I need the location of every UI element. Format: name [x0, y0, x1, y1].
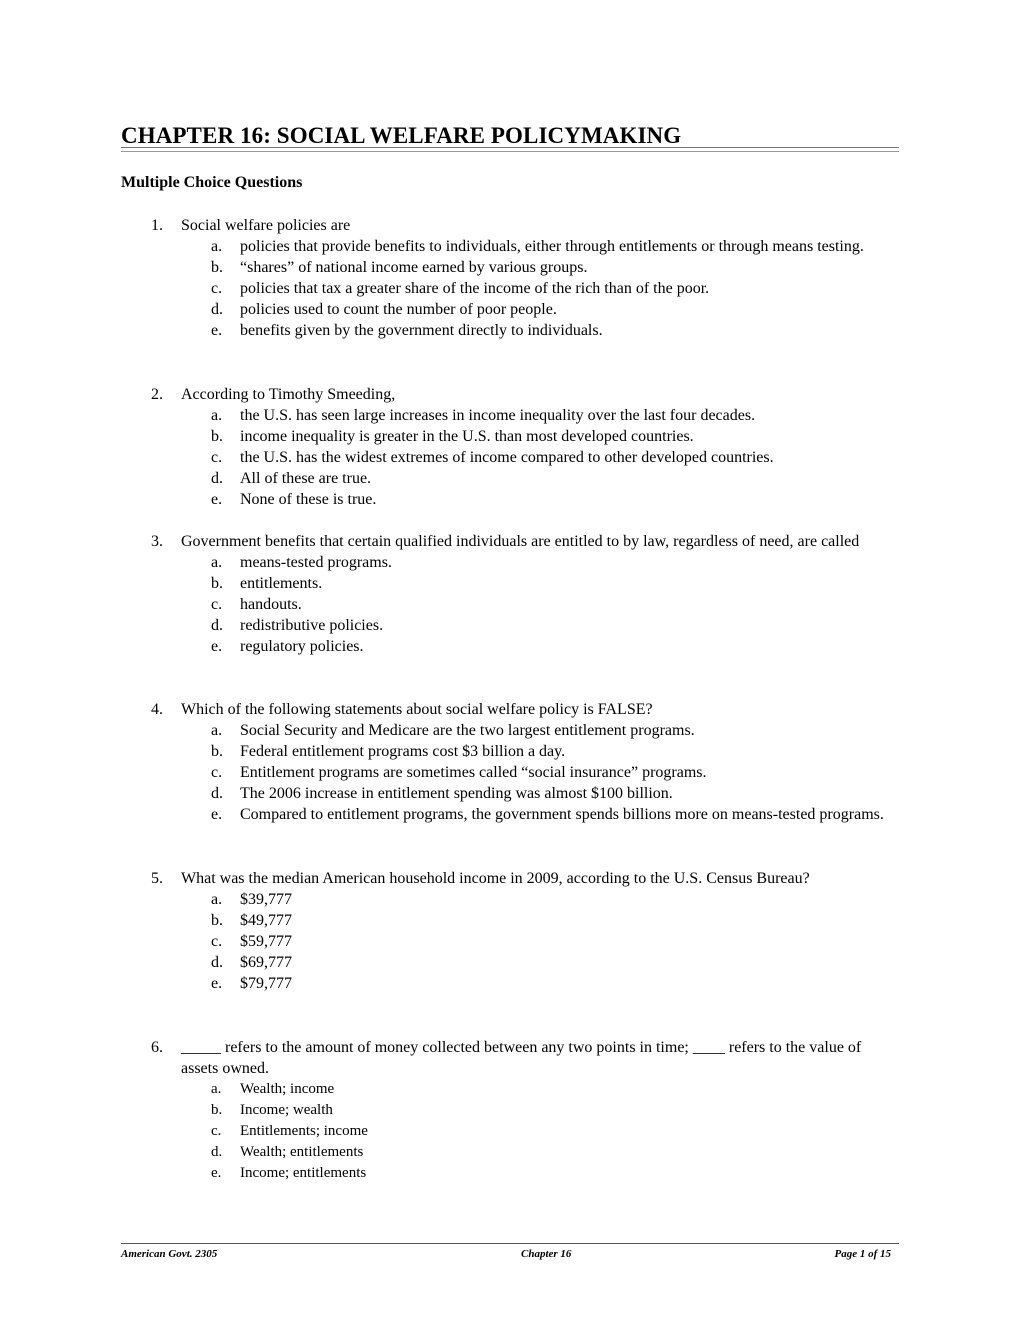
- option-letter: c.: [211, 1123, 222, 1139]
- option-text: “shares” of national income earned by various groups.: [240, 259, 588, 276]
- answer-options: [121, 236, 899, 341]
- option-letter: d.: [211, 301, 223, 318]
- question-4: [121, 699, 899, 825]
- option-letter: c.: [211, 280, 223, 297]
- question-stem: [121, 531, 899, 552]
- option-text: policies used to count the number of poor people.: [240, 301, 557, 318]
- option-text: handouts.: [240, 596, 302, 613]
- question-stem: [121, 868, 899, 889]
- option-text: means-tested programs.: [240, 554, 392, 571]
- option-text: $39,777: [240, 891, 292, 908]
- answer-option: [121, 299, 899, 320]
- option-text: $79,777: [240, 975, 292, 992]
- answer-option: [121, 952, 899, 973]
- page-footer: [121, 1247, 899, 1263]
- chapter-title: CHAPTER 16: SOCIAL WELFARE POLICYMAKING: [121, 123, 682, 148]
- answer-option: [121, 1100, 899, 1121]
- option-letter: d.: [211, 785, 223, 802]
- answer-option: [121, 426, 899, 447]
- question-stem: [121, 384, 899, 405]
- option-letter: e.: [211, 806, 223, 823]
- answer-option: [121, 931, 899, 952]
- option-letter: c.: [211, 764, 223, 781]
- option-text: regulatory policies.: [240, 638, 364, 655]
- option-letter: e.: [211, 491, 223, 508]
- option-text: $49,777: [240, 912, 292, 929]
- question-stem: [121, 1037, 899, 1079]
- answer-option: [121, 1142, 899, 1163]
- option-letter: d.: [211, 1144, 223, 1160]
- option-letter: b.: [211, 743, 223, 760]
- option-letter: e.: [211, 1165, 222, 1181]
- option-letter: d.: [211, 954, 223, 971]
- option-text: Compared to entitlement programs, the government spends billions more on means-tested programs.: [240, 806, 884, 823]
- option-letter: b.: [211, 912, 223, 929]
- option-text: Entitlement programs are sometimes called “social insurance” programs.: [240, 764, 707, 781]
- option-letter: b.: [211, 1102, 223, 1118]
- footer-page-number: Page 1 of 15: [834, 1248, 891, 1260]
- option-text: Income; entitlements: [240, 1165, 367, 1181]
- answer-option: [121, 636, 899, 657]
- option-text: the U.S. has seen large increases in income inequality over the last four decades.: [240, 407, 756, 424]
- answer-option: [121, 783, 899, 804]
- option-text: entitlements.: [240, 575, 323, 592]
- option-letter: b.: [211, 428, 223, 445]
- answer-option: [121, 573, 899, 594]
- answer-option: [121, 615, 899, 636]
- answer-option: [121, 720, 899, 741]
- answer-options: [121, 405, 899, 510]
- answer-option: [121, 889, 899, 910]
- title-underline: [121, 147, 899, 152]
- option-letter: a.: [211, 238, 223, 255]
- answer-option: [121, 804, 899, 825]
- option-text: Wealth; income: [240, 1081, 335, 1097]
- question-number: 1.: [151, 217, 163, 234]
- answer-option: [121, 489, 899, 510]
- question-6: [121, 1037, 899, 1184]
- answer-option: [121, 594, 899, 615]
- option-text: policies that provide benefits to individuals, either through entitlements or through means testing.: [240, 238, 864, 255]
- question-number: 4.: [151, 701, 163, 718]
- answer-options: [121, 552, 899, 657]
- section-heading: Multiple Choice Questions: [121, 174, 303, 191]
- question-1: [121, 215, 899, 341]
- option-text: All of these are true.: [240, 470, 372, 487]
- question-text: According to Timothy Smeeding,: [181, 386, 396, 403]
- option-letter: e.: [211, 975, 223, 992]
- question-stem: [121, 699, 899, 720]
- answer-options: [121, 720, 899, 825]
- option-text: Entitlements; income: [240, 1123, 368, 1139]
- answer-option: [121, 278, 899, 299]
- option-letter: d.: [211, 617, 223, 634]
- question-text: Government benefits that certain qualified individuals are entitled to by law, regardless of need, are called: [181, 533, 860, 550]
- answer-option: [121, 910, 899, 931]
- option-text: income inequality is greater in the U.S. than most developed countries.: [240, 428, 694, 445]
- question-stem: [121, 215, 899, 236]
- question-number: 2.: [151, 386, 163, 403]
- question-text: Which of the following statements about social welfare policy is FALSE?: [181, 701, 653, 718]
- option-letter: e.: [211, 322, 223, 339]
- option-text: $59,777: [240, 933, 292, 950]
- option-letter: d.: [211, 470, 223, 487]
- option-letter: a.: [211, 1081, 222, 1097]
- question-number: 6.: [151, 1039, 163, 1056]
- option-text: The 2006 increase in entitlement spending was almost $100 billion.: [240, 785, 673, 802]
- option-letter: a.: [211, 722, 223, 739]
- answer-option: [121, 320, 899, 341]
- footer-divider: [121, 1243, 899, 1244]
- option-letter: a.: [211, 891, 223, 908]
- footer-course: American Govt. 2305: [121, 1248, 218, 1260]
- answer-option: [121, 1079, 899, 1100]
- question-3: [121, 531, 899, 657]
- question-text: _____ refers to the amount of money collected between any two points in time; ____ refers to the value of assets owned.: [181, 1039, 862, 1077]
- option-text: Wealth; entitlements: [240, 1144, 364, 1160]
- question-number: 5.: [151, 870, 163, 887]
- option-text: Income; wealth: [240, 1102, 333, 1118]
- question-5: [121, 868, 899, 994]
- option-text: None of these is true.: [240, 491, 377, 508]
- option-letter: a.: [211, 407, 223, 424]
- option-letter: c.: [211, 596, 223, 613]
- answer-option: [121, 468, 899, 489]
- option-letter: a.: [211, 554, 223, 571]
- option-text: Federal entitlement programs cost $3 billion a day.: [240, 743, 566, 760]
- answer-option: [121, 741, 899, 762]
- option-text: $69,777: [240, 954, 292, 971]
- option-letter: b.: [211, 575, 223, 592]
- answer-option: [121, 236, 899, 257]
- option-text: the U.S. has the widest extremes of income compared to other developed countries.: [240, 449, 774, 466]
- option-text: policies that tax a greater share of the income of the rich than of the poor.: [240, 280, 710, 297]
- answer-options: [121, 1079, 899, 1184]
- answer-option: [121, 257, 899, 278]
- answer-option: [121, 552, 899, 573]
- option-letter: e.: [211, 638, 223, 655]
- question-2: [121, 384, 899, 510]
- question-text: What was the median American household income in 2009, according to the U.S. Census Bureau?: [181, 870, 810, 887]
- answer-option: [121, 1121, 899, 1142]
- answer-options: [121, 889, 899, 994]
- option-letter: c.: [211, 449, 223, 466]
- footer-chapter: Chapter 16: [521, 1248, 572, 1260]
- option-text: redistributive policies.: [240, 617, 384, 634]
- answer-option: [121, 973, 899, 994]
- answer-option: [121, 447, 899, 468]
- option-letter: b.: [211, 259, 223, 276]
- answer-option: [121, 405, 899, 426]
- answer-option: [121, 762, 899, 783]
- question-number: 3.: [151, 533, 163, 550]
- option-text: benefits given by the government directly to individuals.: [240, 322, 603, 339]
- question-text: Social welfare policies are: [181, 217, 351, 234]
- option-letter: c.: [211, 933, 223, 950]
- option-text: Social Security and Medicare are the two largest entitlement programs.: [240, 722, 695, 739]
- answer-option: [121, 1163, 899, 1184]
